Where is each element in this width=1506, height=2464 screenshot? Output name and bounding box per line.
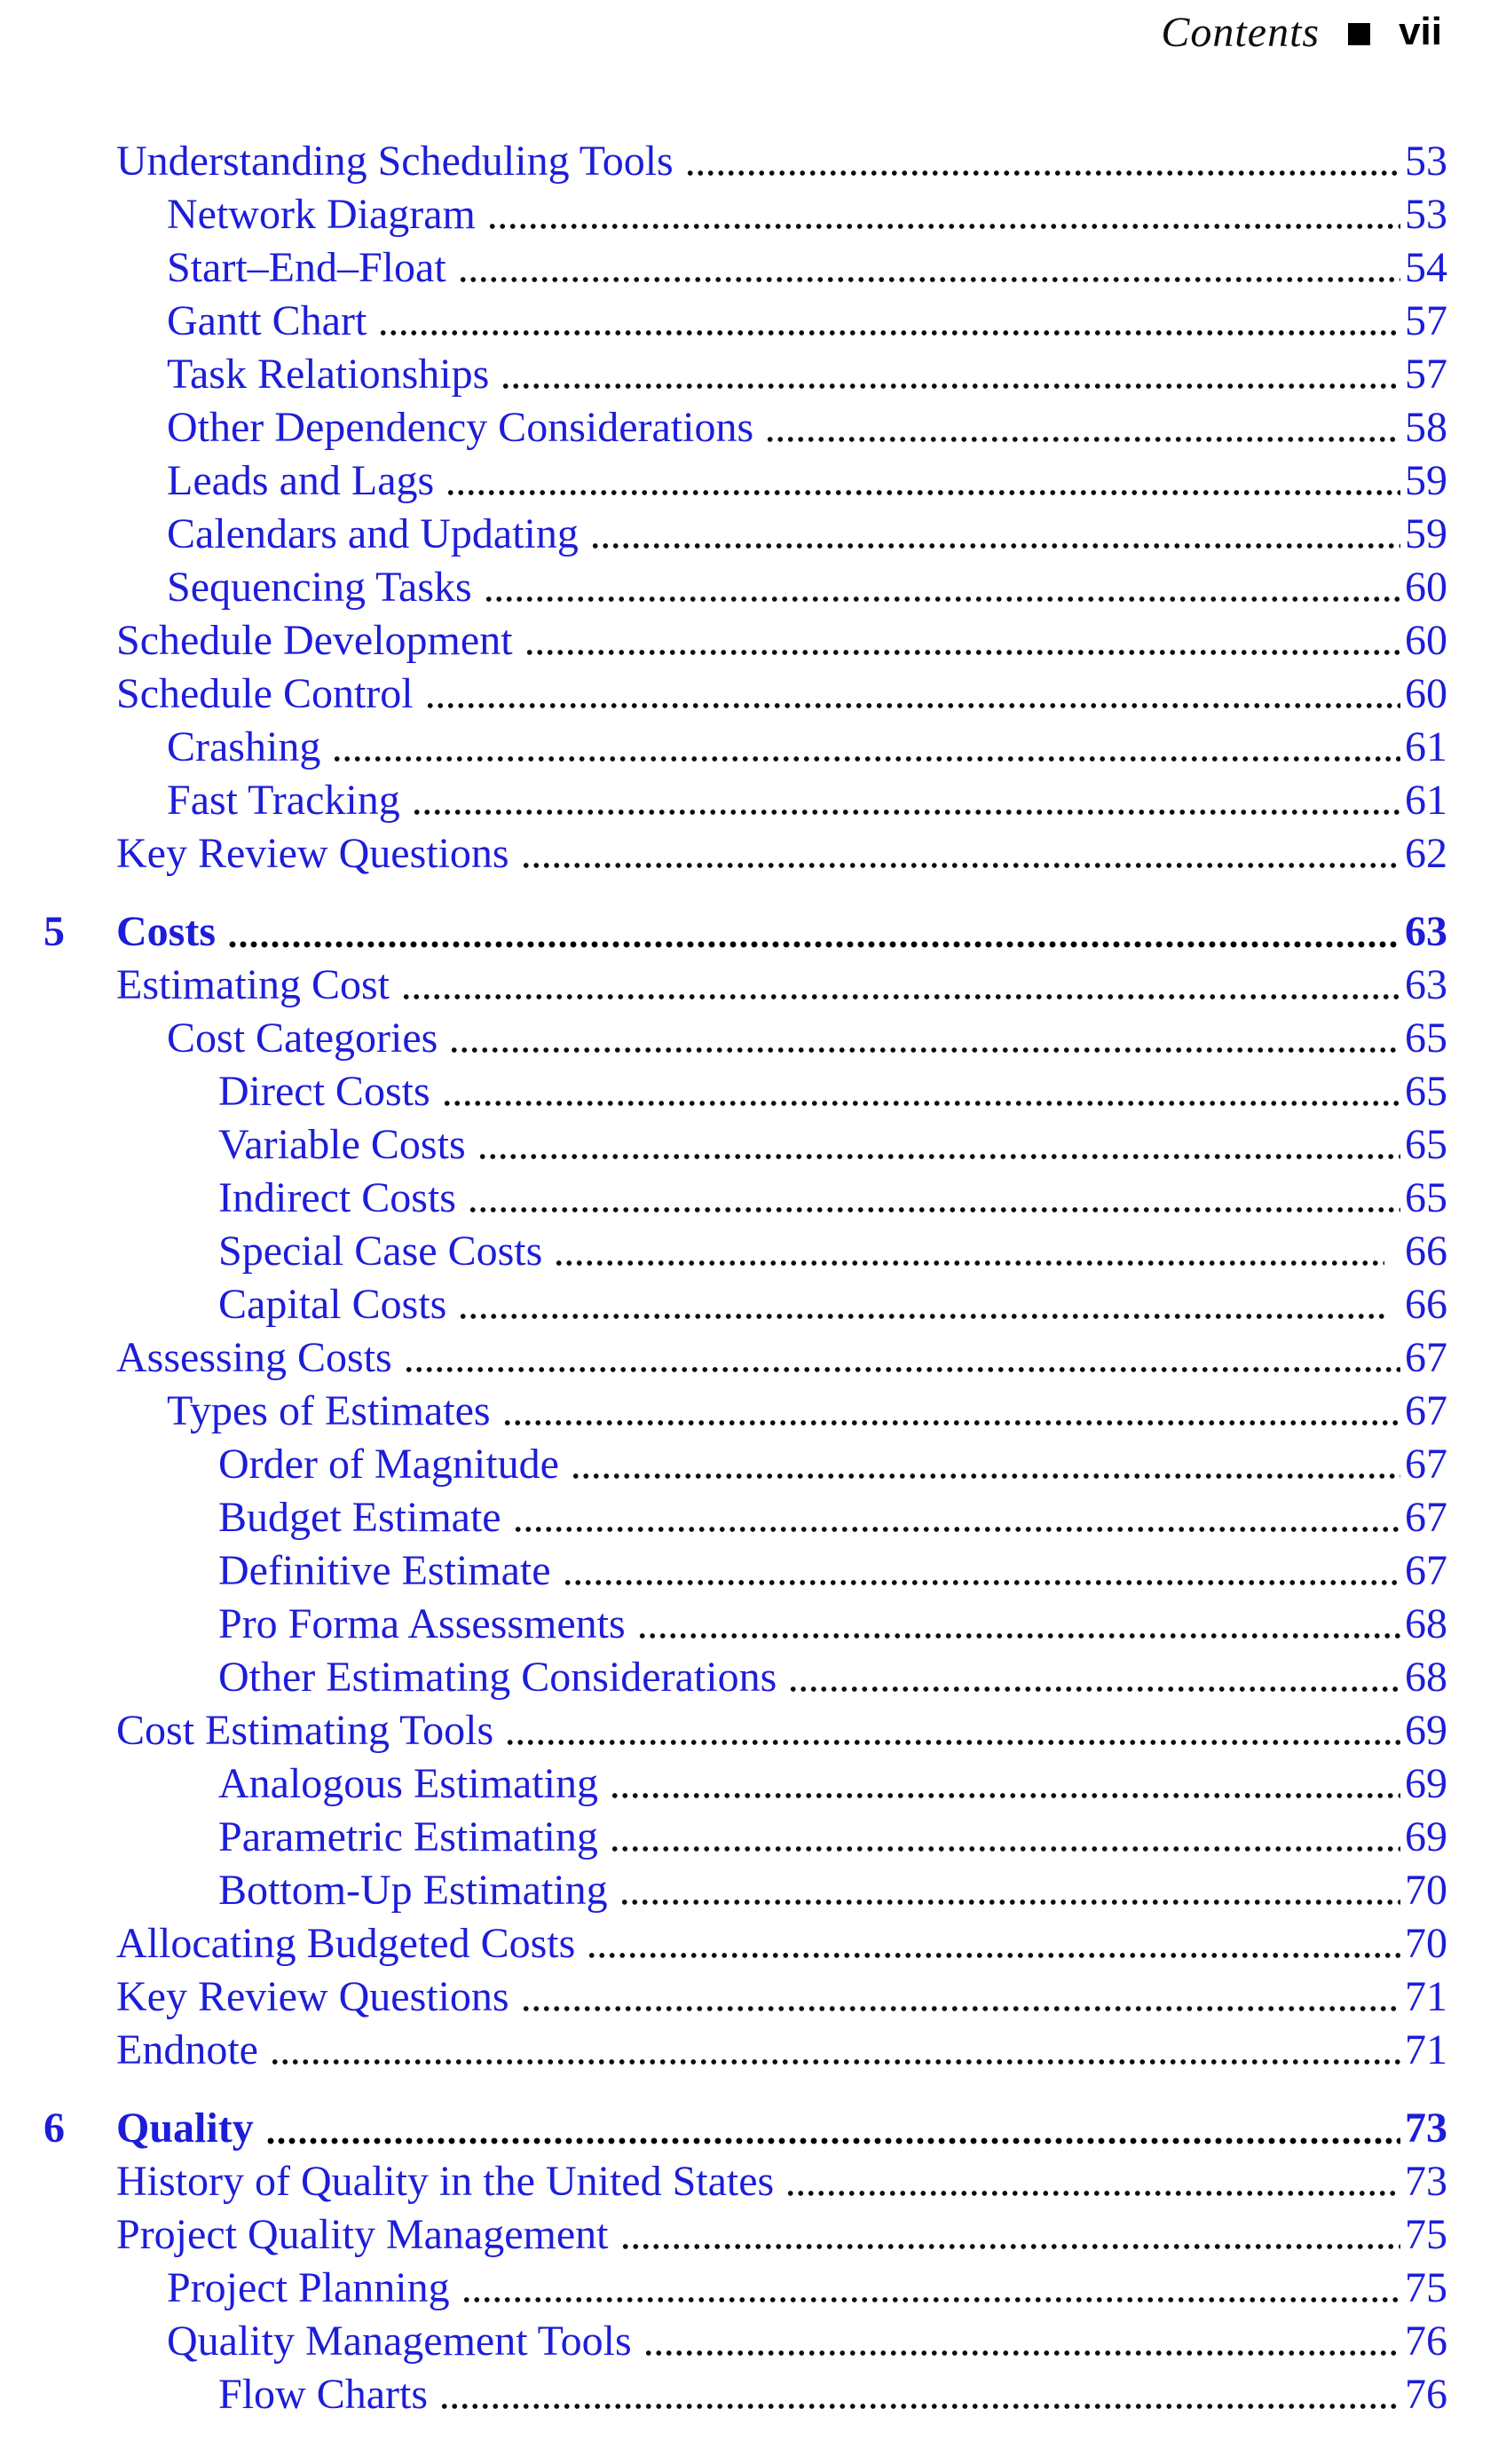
toc-entry[interactable] xyxy=(116,188,1447,241)
toc-entry-label[interactable]: Budget Estimate xyxy=(218,1494,501,1541)
toc-entry-label[interactable]: Quality Management Tools xyxy=(167,2318,632,2365)
toc-entry[interactable] xyxy=(116,1225,1447,1278)
toc-entry[interactable] xyxy=(43,905,1447,959)
dot-leader xyxy=(332,755,1400,762)
toc-entry-page[interactable]: 70 xyxy=(1405,1920,1447,1967)
dot-leader xyxy=(401,993,1400,1000)
chapter-number: 5 xyxy=(43,908,65,955)
dot-leader xyxy=(468,1206,1400,1213)
toc-entry[interactable] xyxy=(116,2155,1447,2208)
dot-leader xyxy=(571,1473,1400,1480)
toc-entry[interactable] xyxy=(116,2262,1447,2315)
toc-entry-page[interactable]: 75 xyxy=(1405,2264,1447,2311)
dot-leader xyxy=(227,941,1400,948)
toc-entry-page[interactable]: 71 xyxy=(1405,1973,1447,2020)
toc-entry[interactable] xyxy=(116,2315,1447,2368)
toc-entry-label[interactable]: Calendars and Updating xyxy=(167,510,579,557)
dot-leader xyxy=(637,1632,1400,1639)
toc-entry-label[interactable]: Cost Estimating Tools xyxy=(116,1707,494,1754)
dot-leader xyxy=(554,1260,1384,1267)
toc-entry-page[interactable]: 58 xyxy=(1405,404,1447,451)
toc-entry-page[interactable]: 67 xyxy=(1405,1334,1447,1381)
toc-entry-page[interactable]: 66 xyxy=(1405,1228,1447,1275)
toc-entry-page[interactable]: 57 xyxy=(1405,351,1447,398)
dot-leader xyxy=(619,1899,1400,1906)
dot-leader xyxy=(449,1046,1400,1054)
toc-entry-page[interactable]: 61 xyxy=(1405,723,1447,770)
toc-entry-page[interactable]: 67 xyxy=(1405,1387,1447,1434)
toc-entry[interactable] xyxy=(116,721,1447,774)
toc-entry-label[interactable]: History of Quality in the United States xyxy=(116,2158,775,2205)
dot-leader xyxy=(765,436,1400,443)
toc-entry[interactable] xyxy=(116,2024,1447,2077)
toc-entry-page[interactable]: 60 xyxy=(1405,670,1447,717)
dot-leader xyxy=(590,542,1400,549)
toc-entry-page[interactable]: 67 xyxy=(1405,1441,1447,1488)
dot-leader xyxy=(563,1579,1400,1586)
toc-entry-label[interactable]: Sequencing Tasks xyxy=(167,564,472,611)
toc-entry[interactable] xyxy=(116,508,1447,561)
dot-leader xyxy=(685,170,1400,177)
toc-entry-page[interactable]: 53 xyxy=(1405,191,1447,238)
dot-leader xyxy=(610,1845,1400,1852)
toc-entry[interactable] xyxy=(116,295,1447,348)
dot-leader xyxy=(442,1100,1400,1107)
toc-entry[interactable] xyxy=(116,827,1447,881)
toc-entry-page[interactable]: 66 xyxy=(1405,1281,1447,1328)
toc-entry[interactable] xyxy=(116,454,1447,508)
dot-leader xyxy=(461,2296,1400,2303)
toc-entry[interactable] xyxy=(116,2368,1447,2421)
toc-entry[interactable] xyxy=(116,1172,1447,1225)
toc-entry-label[interactable]: Special Case Costs xyxy=(218,1228,543,1275)
toc-entry-page[interactable]: 54 xyxy=(1405,244,1447,291)
toc-entry[interactable] xyxy=(116,1917,1447,1970)
dot-leader xyxy=(785,2190,1400,2197)
toc-entry[interactable] xyxy=(116,1012,1447,1065)
square-bullet-icon xyxy=(1348,23,1370,45)
dot-leader xyxy=(620,2243,1400,2250)
toc-entry[interactable] xyxy=(116,1544,1447,1598)
toc-entry-label[interactable]: Analogous Estimating xyxy=(218,1760,598,1807)
dot-leader xyxy=(404,1366,1400,1373)
toc-entry[interactable] xyxy=(116,135,1447,188)
toc-entry[interactable] xyxy=(116,1118,1447,1172)
toc-entry-page[interactable]: 57 xyxy=(1405,297,1447,344)
toc-entry-label[interactable]: Network Diagram xyxy=(167,191,476,238)
table-of-contents xyxy=(43,135,1447,2421)
dot-leader xyxy=(487,223,1400,230)
toc-entry[interactable] xyxy=(116,1385,1447,1438)
toc-entry-page[interactable]: 60 xyxy=(1405,617,1447,664)
toc-entry[interactable] xyxy=(116,1811,1447,1864)
toc-entry-page[interactable]: 68 xyxy=(1405,1600,1447,1647)
toc-entry-label[interactable]: Cost Categories xyxy=(167,1015,438,1062)
toc-entry-page[interactable]: 59 xyxy=(1405,510,1447,557)
dot-leader xyxy=(477,1153,1400,1160)
running-title: Contents xyxy=(1161,8,1321,56)
toc-entry-label[interactable]: Other Estimating Considerations xyxy=(218,1654,777,1701)
toc-entry-page[interactable]: 65 xyxy=(1405,1174,1447,1221)
toc-entry-label[interactable]: Capital Costs xyxy=(218,1281,447,1328)
toc-entry-label[interactable]: Flow Charts xyxy=(218,2371,429,2418)
toc-entry[interactable] xyxy=(116,561,1447,614)
toc-entry[interactable] xyxy=(116,1970,1447,2024)
dot-leader xyxy=(502,1419,1400,1426)
toc-entry-label[interactable]: Endnote xyxy=(116,2026,258,2073)
toc-entry[interactable] xyxy=(116,1704,1447,1757)
toc-entry-page[interactable]: 60 xyxy=(1405,564,1447,611)
dot-leader xyxy=(521,2005,1400,2012)
dot-leader xyxy=(265,2137,1400,2144)
toc-entry-label[interactable]: Estimating Cost xyxy=(116,961,390,1008)
toc-entry-label[interactable]: Indirect Costs xyxy=(218,1174,456,1221)
dot-leader xyxy=(425,702,1400,709)
toc-entry-page[interactable]: 59 xyxy=(1405,457,1447,504)
dot-leader xyxy=(439,2403,1400,2410)
toc-entry[interactable] xyxy=(116,667,1447,721)
toc-entry-label[interactable]: Quality xyxy=(116,2105,254,2152)
toc-entry-page[interactable]: 73 xyxy=(1405,2105,1447,2152)
toc-entry-page[interactable]: 67 xyxy=(1405,1547,1447,1594)
toc-entry-page[interactable]: 69 xyxy=(1405,1760,1447,1807)
toc-entry[interactable] xyxy=(43,2102,1447,2155)
toc-entry[interactable] xyxy=(116,1651,1447,1704)
toc-entry[interactable] xyxy=(116,1491,1447,1544)
toc-entry[interactable] xyxy=(116,1598,1447,1651)
toc-entry-label[interactable]: Key Review Questions xyxy=(116,1973,509,2020)
toc-entry-label[interactable]: Schedule Development xyxy=(116,617,513,664)
folio-page-number: vii xyxy=(1399,10,1442,53)
toc-entry[interactable] xyxy=(116,1438,1447,1491)
toc-entry-label[interactable]: Direct Costs xyxy=(218,1068,430,1115)
dot-leader xyxy=(513,1526,1400,1533)
dot-leader xyxy=(501,383,1400,390)
dot-leader xyxy=(505,1739,1400,1746)
toc-entry-label[interactable]: Fast Tracking xyxy=(167,777,400,824)
toc-entry-page[interactable]: 62 xyxy=(1405,830,1447,877)
dot-leader xyxy=(788,1686,1400,1693)
chapter-number: 6 xyxy=(43,2105,65,2152)
toc-entry-label[interactable]: Task Relationships xyxy=(167,351,490,398)
page-header xyxy=(1161,7,1442,57)
toc-entry-page[interactable]: 53 xyxy=(1405,138,1447,185)
dot-leader xyxy=(458,1313,1384,1320)
toc-entry[interactable] xyxy=(116,1864,1447,1917)
toc-entry-label[interactable]: Allocating Budgeted Costs xyxy=(116,1920,576,1967)
toc-entry-page[interactable]: 68 xyxy=(1405,1654,1447,1701)
toc-entry-label[interactable]: Start–End–Float xyxy=(167,244,446,291)
toc-entry-page[interactable]: 65 xyxy=(1405,1068,1447,1115)
toc-entry-page[interactable]: 63 xyxy=(1405,961,1447,1008)
toc-entry-label[interactable]: Key Review Questions xyxy=(116,830,509,877)
toc-entry[interactable] xyxy=(116,1065,1447,1118)
toc-entry-page[interactable]: 70 xyxy=(1405,1867,1447,1914)
toc-entry[interactable] xyxy=(116,614,1447,667)
toc-entry-label[interactable]: Project Planning xyxy=(167,2264,450,2311)
toc-entry[interactable] xyxy=(116,348,1447,401)
toc-entry-page[interactable]: 69 xyxy=(1405,1813,1447,1860)
toc-entry-label[interactable]: Crashing xyxy=(167,723,321,770)
toc-entry[interactable] xyxy=(116,2208,1447,2262)
dot-leader xyxy=(458,276,1400,283)
toc-entry-page[interactable]: 67 xyxy=(1405,1494,1447,1541)
dot-leader xyxy=(378,329,1400,336)
toc-entry-label[interactable]: Variable Costs xyxy=(218,1121,466,1168)
dot-leader xyxy=(270,2058,1400,2065)
toc-entry-page[interactable]: 76 xyxy=(1405,2371,1447,2418)
toc-entry-label[interactable]: Gantt Chart xyxy=(167,297,367,344)
toc-entry-label[interactable]: Leads and Lags xyxy=(167,457,435,504)
toc-entry-page[interactable]: 65 xyxy=(1405,1121,1447,1168)
toc-entry-label[interactable]: Other Dependency Considerations xyxy=(167,404,754,451)
toc-entry-label[interactable]: Types of Estimates xyxy=(167,1387,491,1434)
toc-entry-page[interactable]: 75 xyxy=(1405,2211,1447,2258)
toc-entry-page[interactable]: 76 xyxy=(1405,2318,1447,2365)
toc-entry-label[interactable]: Definitive Estimate xyxy=(218,1547,551,1594)
dot-leader xyxy=(643,2349,1400,2357)
dot-leader xyxy=(521,862,1400,869)
toc-entry-label[interactable]: Schedule Control xyxy=(116,670,414,717)
toc-entry-page[interactable]: 73 xyxy=(1405,2158,1447,2205)
toc-entry-label[interactable]: Pro Forma Assessments xyxy=(218,1600,626,1647)
toc-entry[interactable] xyxy=(116,1278,1447,1331)
toc-entry-label[interactable]: Project Quality Management xyxy=(116,2211,609,2258)
toc-entry[interactable] xyxy=(116,401,1447,454)
toc-entry-page[interactable]: 63 xyxy=(1405,908,1447,955)
dot-leader xyxy=(445,489,1400,496)
dot-leader xyxy=(484,596,1400,603)
toc-entry-page[interactable]: 61 xyxy=(1405,777,1447,824)
toc-entry-label[interactable]: Parametric Estimating xyxy=(218,1813,598,1860)
dot-leader xyxy=(524,649,1400,656)
toc-entry-page[interactable]: 65 xyxy=(1405,1015,1447,1062)
toc-entry[interactable] xyxy=(116,1757,1447,1811)
toc-entry-label[interactable]: Assessing Costs xyxy=(116,1334,392,1381)
toc-entry[interactable] xyxy=(116,774,1447,827)
toc-entry-page[interactable]: 69 xyxy=(1405,1707,1447,1754)
toc-entry[interactable] xyxy=(116,241,1447,295)
dot-leader xyxy=(412,809,1400,816)
toc-entry[interactable] xyxy=(116,1331,1447,1385)
toc-entry-label[interactable]: Costs xyxy=(116,908,217,955)
toc-entry-label[interactable]: Order of Magnitude xyxy=(218,1441,559,1488)
toc-entry[interactable] xyxy=(116,959,1447,1012)
dot-leader xyxy=(587,1952,1400,1959)
toc-entry-label[interactable]: Understanding Scheduling Tools xyxy=(116,138,674,185)
toc-entry-page[interactable]: 71 xyxy=(1405,2026,1447,2073)
dot-leader xyxy=(610,1792,1400,1799)
toc-entry-label[interactable]: Bottom-Up Estimating xyxy=(218,1867,608,1914)
